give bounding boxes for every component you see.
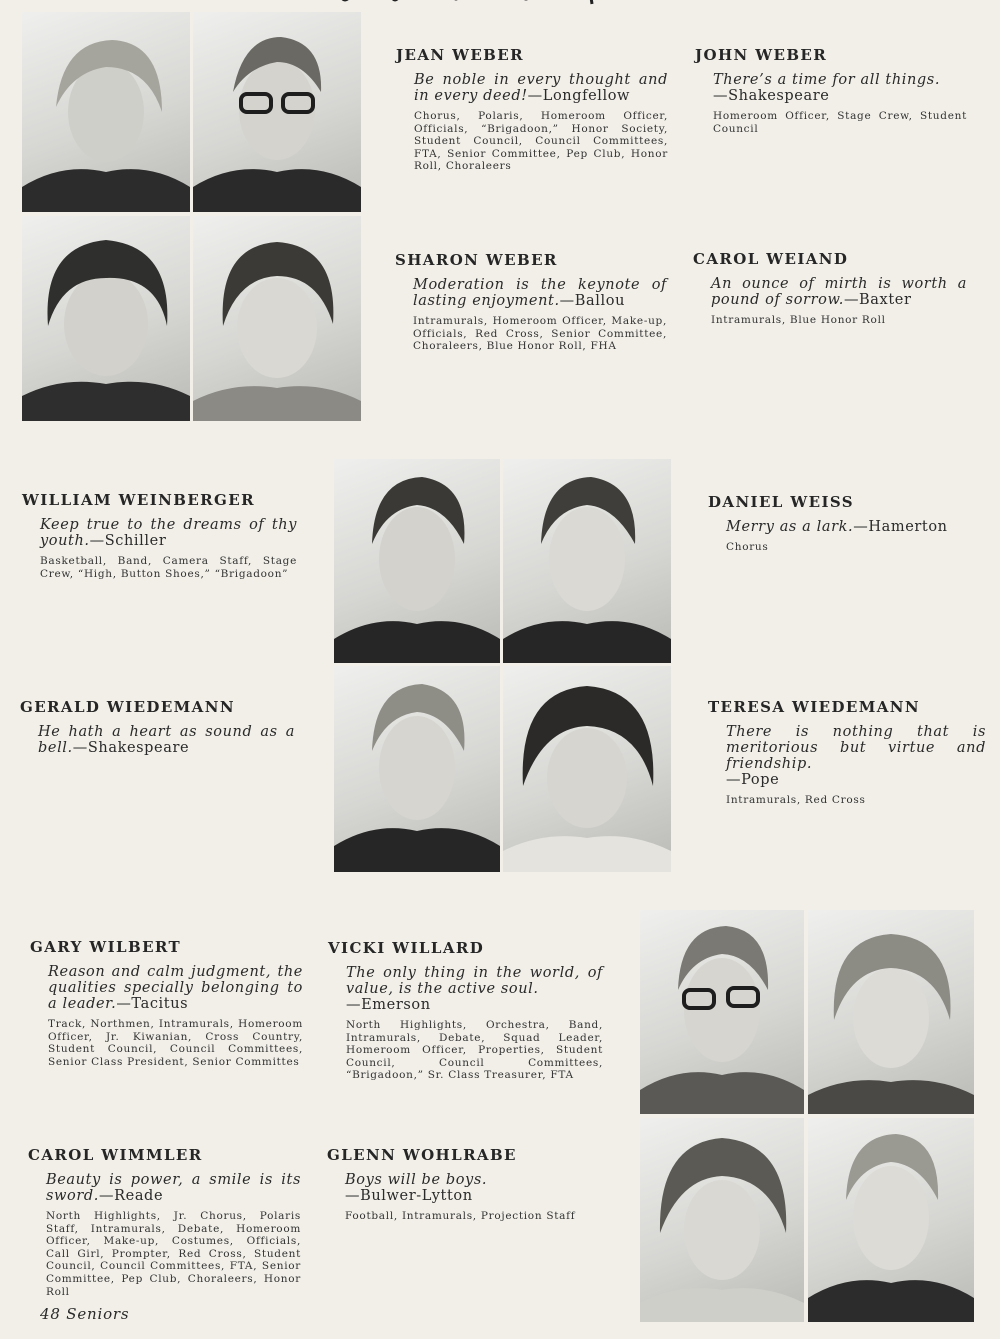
quote-text: There’s a time for all things. bbox=[713, 72, 941, 88]
senior-name: JOHN WEBER bbox=[695, 46, 828, 64]
quote-author: —Baxter bbox=[843, 292, 912, 308]
cropped-header-lettering bbox=[330, 0, 630, 8]
entry-william-weinberger bbox=[22, 491, 297, 580]
quote-author: —Emerson bbox=[346, 997, 431, 1013]
photo-john-weber bbox=[193, 12, 361, 212]
quote-author: —Schiller bbox=[89, 533, 167, 549]
entry-jean-weber bbox=[396, 46, 668, 173]
senior-quote bbox=[38, 724, 295, 756]
entry-carol-weiand bbox=[693, 250, 967, 327]
quote-text: The only thing in the world, of value, is the active soul. bbox=[346, 965, 603, 997]
page-footer bbox=[40, 1305, 129, 1323]
quote-text: An ounce of mirth is worth a pound of sorrow. bbox=[711, 276, 967, 308]
entry-glenn-wohlrabe bbox=[327, 1146, 602, 1223]
entry-gerald-wiedemann bbox=[20, 698, 295, 756]
quote-author: —Shakespeare bbox=[72, 740, 190, 756]
entry-carol-wimmler bbox=[28, 1146, 301, 1298]
entry-john-weber bbox=[695, 46, 967, 135]
senior-activities: Football, Intramurals, Projection Staff bbox=[345, 1210, 576, 1222]
quote-author: —Bulwer-Lytton bbox=[345, 1188, 473, 1204]
senior-activities: Intramurals, Homeroom Officer, Make-up, Officials, Red Cross, Senior Committee, Choraleers, Blue Honor Roll, FHA bbox=[413, 315, 667, 353]
senior-activities: Track, Northmen, Intramurals, Homeroom Officer, Jr. Kiwanian, Cross Country, Student Council, Council Committees, Senior Class President, Senior Committes bbox=[48, 1018, 303, 1068]
entry-daniel-weiss bbox=[708, 493, 978, 554]
quote-author: —Tacitus bbox=[116, 996, 189, 1012]
senior-quote bbox=[414, 72, 668, 104]
entry-teresa-wiedemann bbox=[708, 698, 986, 807]
photo-vicki-willard bbox=[808, 910, 974, 1114]
senior-name: VICKI WILLARD bbox=[328, 939, 485, 957]
photo-sharon-weber bbox=[22, 216, 190, 421]
photo-glenn-wohlrabe bbox=[808, 1118, 974, 1322]
photo-jean-weber bbox=[22, 12, 190, 212]
senior-quote bbox=[711, 276, 967, 308]
quote-text: Be noble in every thought and in every deed! bbox=[414, 72, 668, 104]
senior-name: GERALD WIEDEMANN bbox=[20, 698, 235, 716]
entry-sharon-weber bbox=[395, 251, 667, 353]
senior-activities: Chorus bbox=[726, 541, 769, 553]
senior-name: GARY WILBERT bbox=[30, 938, 182, 956]
quote-text: Boys will be boys. bbox=[345, 1172, 488, 1188]
senior-name: WILLIAM WEINBERGER bbox=[22, 491, 255, 509]
senior-activities: North Highlights, Jr. Chorus, Polaris Staff, Intramurals, Debate, Homeroom Officer, Make-up, Costumes, Officials, Call Girl, Prompter, Red Cross, Student Council, Council Committees, FTA, Senior Committee, Pep Club, Choraleers, Honor Roll bbox=[46, 1210, 301, 1298]
page-number: 48 bbox=[40, 1305, 61, 1323]
senior-quote bbox=[713, 72, 967, 104]
photo-gary-wilbert bbox=[640, 910, 804, 1114]
photo-teresa-wiedemann bbox=[503, 666, 671, 872]
quote-text: Reason and calm judgment, the qualities specially belonging to a leader. bbox=[48, 964, 303, 1012]
senior-name: JEAN WEBER bbox=[396, 46, 524, 64]
senior-activities: North Highlights, Orchestra, Band, Intramurals, Debate, Squad Leader, Homeroom Officer, Properties, Student Council, Council Committees, “Brigadoon,” Sr. Class Treasurer, FTA bbox=[346, 1019, 603, 1082]
senior-activities: Intramurals, Red Cross bbox=[726, 794, 866, 806]
quote-text: Beauty is power, a smile is its sword. bbox=[46, 1172, 301, 1204]
senior-activities: Homeroom Officer, Stage Crew, Student Council bbox=[713, 110, 967, 135]
entry-vicki-willard bbox=[328, 939, 603, 1082]
quote-author: —Hamerton bbox=[853, 519, 948, 535]
quote-text: He hath a heart as sound as a bell. bbox=[38, 724, 295, 756]
senior-quote bbox=[46, 1172, 301, 1204]
senior-name: SHARON WEBER bbox=[395, 251, 558, 269]
senior-quote bbox=[413, 277, 667, 309]
senior-activities: Chorus, Polaris, Homeroom Officer, Officials, “Brigadoon,” Honor Society, Student Council, Council Committees, FTA, Senior Committee, Pep Club, Honor Roll, Choraleers bbox=[414, 110, 668, 173]
photo-carol-weiand bbox=[193, 216, 361, 421]
quote-author: —Ballou bbox=[559, 293, 626, 309]
photo-gerald-wiedemann bbox=[334, 666, 500, 872]
senior-quote bbox=[40, 517, 297, 549]
quote-author: —Pope bbox=[726, 772, 780, 788]
quote-author: —Longfellow bbox=[527, 88, 631, 104]
senior-name: CAROL WIMMLER bbox=[28, 1146, 203, 1164]
senior-name: TERESA WIEDEMANN bbox=[708, 698, 920, 716]
entry-gary-wilbert bbox=[30, 938, 303, 1068]
section-label: Seniors bbox=[66, 1305, 130, 1323]
quote-text: There is nothing that is meritorious but virtue and friendship. bbox=[726, 724, 986, 772]
photo-daniel-weiss bbox=[503, 459, 671, 663]
quote-author: —Reade bbox=[99, 1188, 164, 1204]
senior-quote bbox=[726, 724, 986, 788]
senior-quote bbox=[346, 965, 603, 1013]
senior-quote bbox=[48, 964, 303, 1012]
senior-quote bbox=[726, 519, 978, 535]
senior-activities: Intramurals, Blue Honor Roll bbox=[711, 314, 886, 326]
quote-text: Keep true to the dreams of thy youth. bbox=[40, 517, 297, 549]
quote-author: —Shakespeare bbox=[713, 88, 830, 104]
senior-activities: Basketball, Band, Camera Staff, Stage Crew, “High, Button Shoes,” “Brigadoon” bbox=[40, 555, 297, 580]
senior-name: DANIEL WEISS bbox=[708, 493, 855, 511]
senior-quote bbox=[345, 1172, 602, 1204]
quote-text: Merry as a lark. bbox=[726, 519, 854, 535]
photo-william-weinberger bbox=[334, 459, 500, 663]
senior-name: CAROL WEIAND bbox=[693, 250, 849, 268]
photo-carol-wimmler bbox=[640, 1118, 804, 1322]
quote-text: Moderation is the keynote of lasting enjoyment. bbox=[413, 277, 667, 309]
senior-name: GLENN WOHLRABE bbox=[327, 1146, 517, 1164]
